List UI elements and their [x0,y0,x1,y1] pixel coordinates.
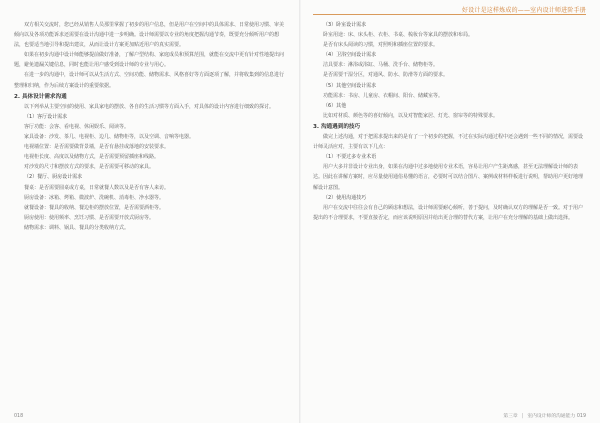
header-title: 好设计是这样炼成的——室内设计师进阶手册 [461,6,586,14]
tip-title: （1）不要过多专业术语 [323,154,377,161]
list-item: 是否有床头阅读的习惯，对照明和插座位置的要求。 [323,42,439,49]
list-item: 就餐设备：餐具的收纳、餐边柜的摆放位置，是否需要酒柜等。 [24,204,165,211]
block-title: （1）客厅设计需求 [24,113,68,120]
footer-chapter: 第三章 [503,414,518,419]
page-gutter [299,0,301,423]
left-page-number: 018 [14,414,24,419]
section-title: 3. 沟通遇到的技巧 [313,123,361,130]
list-item: 储物需求：调料、锅具、餐具的分类收纳方式。 [24,224,130,231]
header-rule [313,14,586,15]
paragraph: 双方相关交流时，您已经从销售人员那里掌握了初步的用户信息，但是用户在空间中的具体需求、日常使用习惯、审美倾向以及各项功能诉求还需要在设计沟通中进一步明确。设计师需要以专业的角度把握沟通节奏，既要充分倾听用户的想法，也要适当地引导和提出建议，从而让设计方案更加贴近用户的真实需要。 [14,22,284,49]
footer-title: 室内设计师的沟通能力 [527,414,576,419]
list-item: 卧室用途：床、床头柜、衣柜、书桌、梳妆台等家具的摆放和布局。 [323,32,474,39]
list-item: 功能需求：书房、儿童房、衣帽间、阳台、储藏室等。 [323,92,444,99]
section-intro: 以下列举从主要空间的使用、家具家电的摆放、各自的生活习惯等方面入手，对具体的设计内容进行细致的探讨。 [24,103,275,110]
section-title: 2. 具体设计需求沟通 [14,93,67,100]
tip-title: （2）使用沟通技巧 [323,194,367,201]
list-item: 厨房设备：冰箱、烤箱、微波炉、洗碗机、消毒柜、净水器等。 [24,194,165,201]
right-page [313,20,583,405]
tip-text: 用户在交流中往往会有自己的顾虑和想法，设计师需要耐心倾听，善于提问，及时确认双方的理解是否一致。对于用户提出的不合理要求，不要直接否定，而应该说明原因并给出更合理的替代方案，让用户在充分理解的基础上做出选择。 [313,204,583,221]
list-item: 厨房使用：使用频率、烹饪习惯、是否需要开放式厨房等。 [24,214,155,221]
list-item: 电视柜长度、高度以及储物方式，是否需要预留插座和线路。 [24,154,160,161]
block-title: （4）卫浴空间设计需求 [323,52,377,59]
list-item: 对沙发的尺寸和摆放方式的要求，是否需要可移动的家具。 [24,164,155,171]
running-header [462,4,586,14]
list-item: 洁具要求：淋浴或浴缸、马桶、洗手台、储物柜等。 [323,62,439,69]
list-item: 餐桌：是否需要圆桌或方桌，日常就餐人数以及是否有客人来访。 [24,184,170,191]
left-page [14,20,284,405]
paragraph: 在进一步的沟通中，设计师可以从生活方式、空间功能、储物需求、风格喜好等方面逐项了解，并将收集到的信息进行整理和归纳，作为后续方案设计的重要依据。 [14,72,284,89]
block-title: （3）卧室设计需求 [323,22,367,28]
section-intro: 做完上述沟通，对于把需求提出来的是有了一个初步的把握，不过在实际沟通过程中还会遇到一些不同的情况，需要设计师灵活应对，主要有以下几点： [313,134,583,151]
block-title: （2）餐厅、厨房设计需求 [24,174,83,181]
list-item: 是否需要干湿分区，对通风、防水、防滑等方面的要求。 [323,72,449,79]
tip-text: 用户大多并非设计专业出身，如果在沟通中过多地使用专业术语，容易让用户产生距离感，甚至无法理解设计师的表达。因此在讲解方案时，应尽量使用通俗易懂的语言，必要时可以结合图片、案例或材料样板进行说明，帮助用户更好地理解设计意图。 [313,164,583,191]
block-title: （6）其他 [323,102,347,109]
right-footer: 第三章 | 室内设计师的沟通能力 019 [503,414,586,419]
list-item: 电视墙位置：是否需要做背景墙，是否有悬挂或落地的安装要求。 [24,144,170,151]
list-item: 比如对材质、颜色等的喜好倾向，以及对智能家居、灯光、窗帘等的特殊要求。 [323,112,499,119]
paragraph: 如果在初步沟通中设计师能够提前做好准备，了解户型结构、家庭成员和预算范围，就能在交流中更有针对性地提出问题，避免遗漏关键信息，同时也能让用户感受到设计师的专业与用心。 [14,52,284,69]
list-item: 家具设备：沙发、茶几、电视柜、边几、储物柜等，以及空调、音响等电器。 [24,134,195,141]
right-page-number: 019 [576,414,586,419]
block-title: （5）其他空间设计需求 [323,82,377,89]
list-item: 客厅功能：会客、看电视、休闲娱乐、阅读等。 [24,123,130,130]
